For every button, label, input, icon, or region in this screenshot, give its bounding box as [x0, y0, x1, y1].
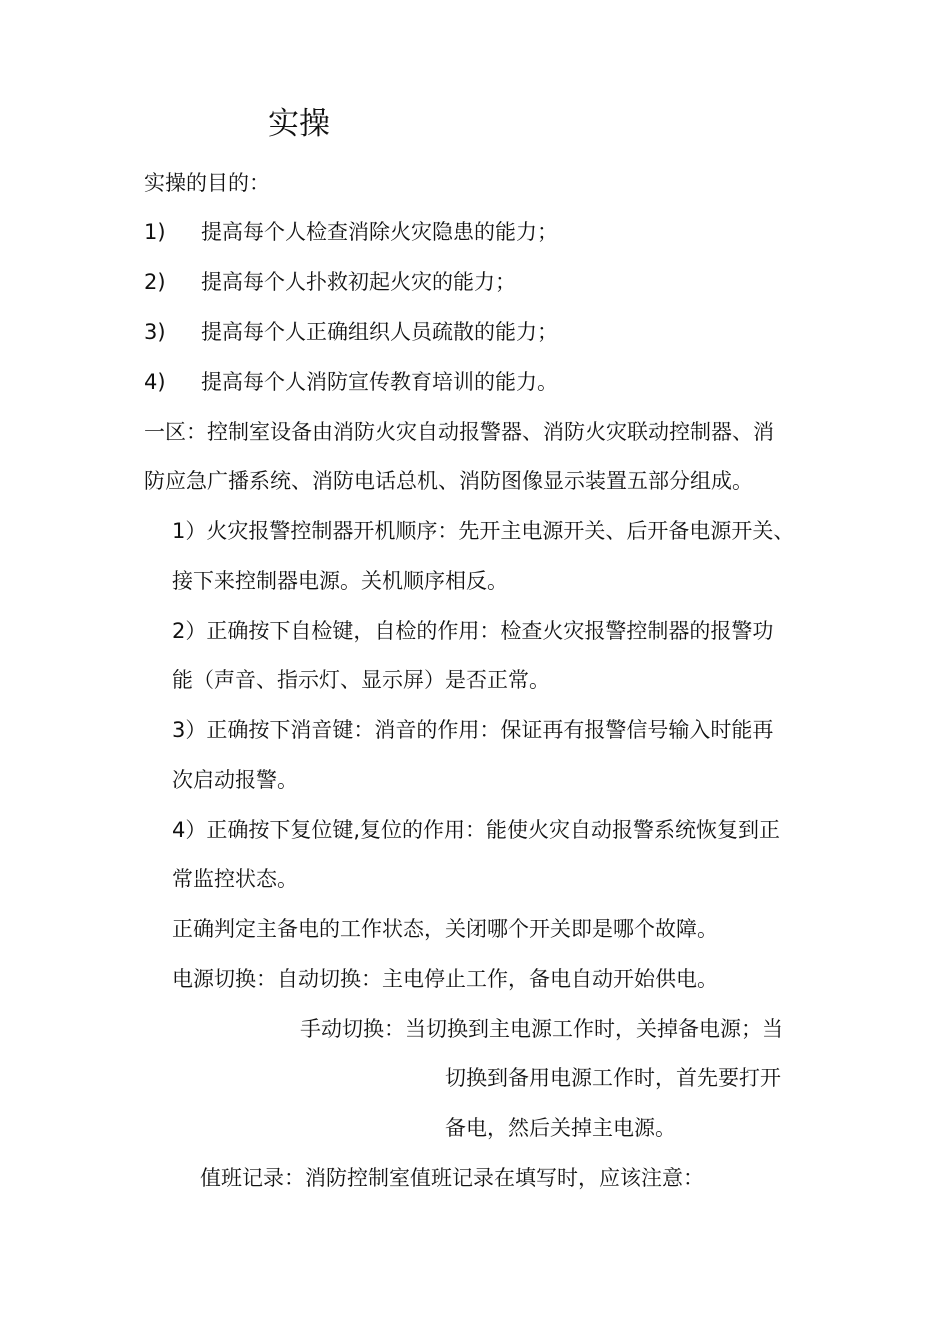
goal-text: 提高每个人扑救初起火灾的能力； — [201, 270, 516, 294]
step-line: 3）正确按下消音键：消音的作用：保证再有报警信号输入时能再 — [172, 718, 774, 742]
power-auto-line: 电源切换：自动切换：主电停止工作，备电自动开始供电。 — [172, 967, 718, 991]
step-line: 1）火灾报警控制器开机顺序：先开主电源开关、后开备电源开关、 — [172, 519, 795, 543]
goal-text: 提高每个人检查消除火灾隐患的能力； — [201, 220, 558, 244]
goal-text: 提高每个人正确组织人员疏散的能力； — [201, 320, 558, 344]
goal-text: 提高每个人消防宣传教育培训的能力。 — [201, 370, 558, 394]
goal-number: 4) — [144, 370, 166, 394]
power-manual-line: 备电，然后关掉主电源。 — [445, 1116, 676, 1140]
zone1-line: 防应急广播系统、消防电话总机、消防图像显示装置五部分组成。 — [144, 469, 753, 493]
step-line: 常监控状态。 — [172, 867, 298, 891]
power-manual-line: 切换到备用电源工作时，首先要打开 — [445, 1066, 781, 1090]
goal-number: 1) — [144, 220, 166, 244]
zone1-line: 一区：控制室设备由消防火灾自动报警器、消防火灾联动控制器、消 — [144, 420, 774, 444]
judge-line: 正确判定主备电的工作状态，关闭哪个开关即是哪个故障。 — [172, 917, 718, 941]
goal-number: 3) — [144, 320, 166, 344]
step-line: 2）正确按下自检键，自检的作用：检查火灾报警控制器的报警功 — [172, 619, 774, 643]
step-line: 接下来控制器电源。关机顺序相反。 — [172, 569, 508, 593]
power-manual-line: 手动切换：当切换到主电源工作时，关掉备电源；当 — [300, 1017, 783, 1041]
step-line: 次启动报警。 — [172, 768, 298, 792]
goal-number: 2) — [144, 270, 166, 294]
step-line: 4）正确按下复位键,复位的作用：能使火灾自动报警系统恢复到正 — [172, 818, 781, 842]
step-line: 能（声音、指示灯、显示屏）是否正常。 — [172, 668, 550, 692]
page-title: 实操 — [268, 106, 330, 142]
purpose-heading: 实操的目的： — [144, 171, 270, 195]
duty-record-line: 值班记录：消防控制室值班记录在填写时，应该注意： — [200, 1166, 704, 1190]
